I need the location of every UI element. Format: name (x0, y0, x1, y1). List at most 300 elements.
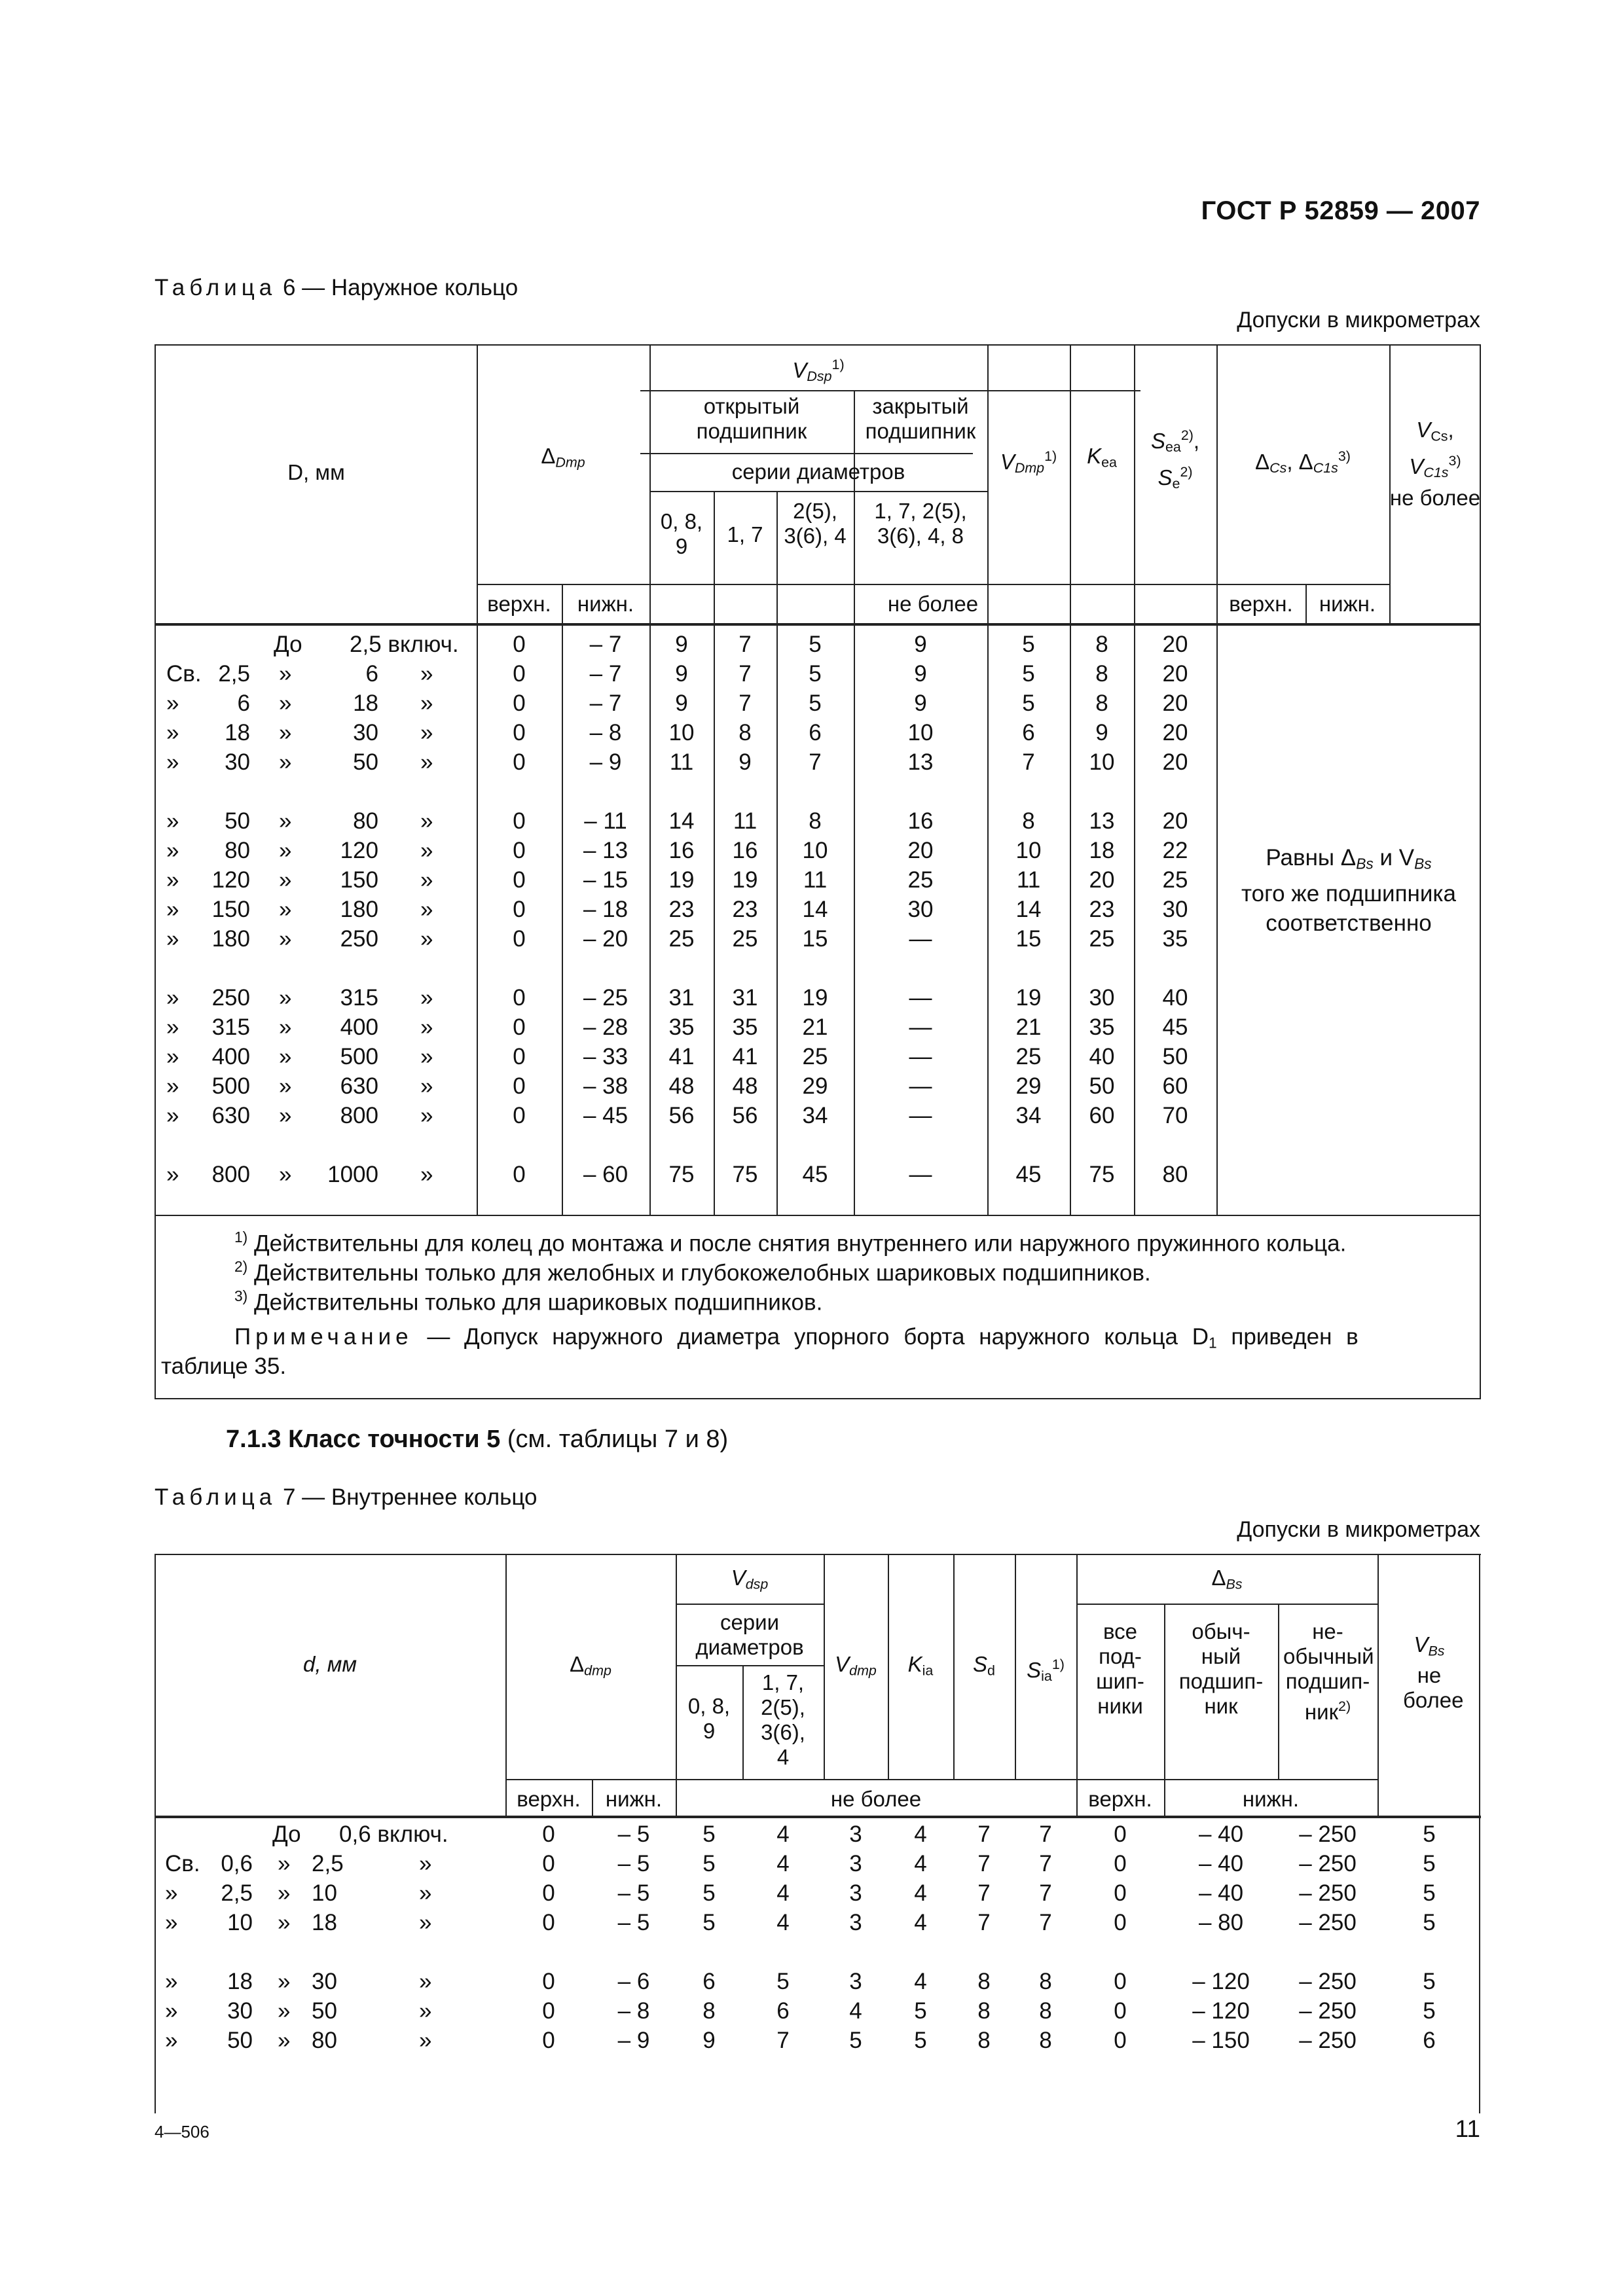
t6-cell-vdmp: 5 (1022, 632, 1035, 657)
t6-cell-s3: 29 (802, 1073, 828, 1099)
t7-cell-bup: 0 (1114, 1910, 1127, 1935)
t7-row-to: 30 (312, 1969, 337, 1994)
t7-cell-vdmp: 3 (849, 1880, 862, 1906)
t6-cell-vdmp: 34 (1015, 1103, 1042, 1128)
table7-caption (155, 1484, 538, 1511)
t6-row-to: 30 (353, 720, 378, 745)
t6-cell-sea: 20 (1162, 720, 1188, 745)
t7-row-prefix: » (165, 1998, 178, 2024)
t7-row-prefix: » (165, 2028, 178, 2053)
t7-cell-sia: 7 (1039, 1821, 1052, 1847)
t6-cell-sea: 20 (1162, 808, 1188, 834)
t6-cell-lo: – 28 (583, 1014, 629, 1040)
t6-cell-s1: 14 (668, 808, 695, 834)
t6-h-series: серии диаметров (731, 459, 905, 484)
t6-row-to: 18 (353, 691, 378, 716)
t6-cell-s2: 19 (732, 867, 758, 893)
t7-cell-bup: 0 (1114, 1821, 1127, 1847)
t6-row-mark: » (279, 926, 292, 952)
t7-row-prefix: » (165, 1969, 178, 1994)
t6-cell-kea: 10 (1089, 749, 1115, 775)
t7-row-mark: » (278, 2028, 291, 2053)
t6-row-from: 18 (225, 720, 250, 745)
t6-cell-s4: — (909, 926, 932, 952)
t6-row-to: 1000 (327, 1162, 378, 1187)
t7-h-normal: обыч-ный подшип-ник (1178, 1619, 1264, 1718)
table6-caption (155, 275, 518, 301)
t6-row-to: 180 (340, 897, 378, 922)
t6-cell-s1: 9 (675, 661, 688, 687)
t6-row-prefix: » (166, 838, 179, 863)
t7-cell-sia: 7 (1039, 1880, 1052, 1906)
t6-cell-s1: 25 (668, 926, 695, 952)
t7-cell-sd: 8 (977, 2028, 991, 2053)
t6-row-prefix: Св. (166, 661, 202, 687)
t7-cell-vdmp: 3 (849, 1821, 862, 1847)
t6-cell-lo: – 38 (583, 1073, 629, 1099)
t7-row-mark-end: » (419, 1851, 432, 1876)
t6-h-lower: нижн. (577, 592, 634, 616)
t6-row-prefix: » (166, 1044, 179, 1069)
t6-cell-s2: 31 (732, 985, 758, 1011)
t6-cell-s2: 7 (739, 661, 752, 687)
t6-cell-s2: 8 (739, 720, 752, 745)
t6-row-from: 180 (211, 926, 250, 952)
t6-cell-vdmp: 8 (1022, 808, 1035, 834)
t7-cell-ba: – 250 (1299, 1910, 1357, 1935)
t7-row-mark-end: » (419, 2028, 432, 2053)
t6-cell-vdmp: 6 (1022, 720, 1035, 745)
t6-cell-s4: — (909, 985, 932, 1011)
t6-cell-sea: 20 (1162, 691, 1188, 716)
t6-note-1: $^{1)}$ Действительны для колец до монтажа и после снятия внутреннего или наружного пружинного кольца. (234, 1229, 1347, 1257)
t7-row-from: 0,6 (221, 1851, 253, 1876)
t6-cell-up: 0 (513, 867, 526, 893)
t6-cell-s4: — (909, 1103, 932, 1128)
t6-cell-s1: 56 (668, 1103, 695, 1128)
t7-cell-ba: – 250 (1299, 1880, 1357, 1906)
t6-cell-s4: 13 (907, 749, 934, 775)
t7-row-mark: » (278, 1880, 291, 1906)
t6-cell-lo: – 7 (589, 661, 622, 687)
t6-row-prefix: » (166, 720, 179, 745)
t6-row-mark-end: » (420, 691, 433, 716)
t6-cell-up: 0 (513, 1073, 526, 1099)
t7-cell-vdmp: 5 (849, 2028, 862, 2053)
t6-cell-s3: 15 (802, 926, 828, 952)
t7-h-all: все под-шип-ники (1096, 1619, 1144, 1718)
t6-h-not-more: не более (887, 592, 979, 616)
t7-cell-vbs: 5 (1423, 1910, 1436, 1935)
t6-cell-sea: 20 (1162, 661, 1188, 687)
t6-cell-lo: – 33 (583, 1044, 629, 1069)
t7-cell-sd: 7 (977, 1821, 991, 1847)
t6-row-mark-end: » (420, 838, 433, 863)
t6-cell-kea: 20 (1089, 867, 1115, 893)
t7-row-range-upto: 0,6 включ. (339, 1821, 448, 1847)
t7-cell-lo: – 6 (617, 1969, 650, 1994)
t7-row-from: 18 (227, 1969, 253, 1994)
t6-cell-s3: 11 (803, 867, 828, 893)
t6-cell-s1: 9 (675, 691, 688, 716)
t7-row-mark-end: » (419, 1910, 432, 1935)
t6-cell-s1: 75 (668, 1162, 695, 1187)
t7-cell-bup: 0 (1114, 1969, 1127, 1994)
t6-cell-sea: 60 (1162, 1073, 1188, 1099)
table7-caption-rest: 7 — Внутреннее кольцо (282, 1484, 538, 1510)
t7-h-upper: верхн. (517, 1787, 581, 1811)
t6-row-from: 2,5 (218, 661, 250, 687)
t6-cell-up: 0 (513, 985, 526, 1011)
t7-cell-s1: 5 (702, 1821, 716, 1847)
t7-cell-vbs: 5 (1423, 1998, 1436, 2024)
t6-cell-s2: 7 (739, 691, 752, 716)
t7-cell-vdmp: 4 (849, 1998, 862, 2024)
t6-cell-lo: – 11 (584, 808, 627, 834)
t6-cell-s2: 41 (732, 1044, 758, 1069)
t7-cell-s1: 6 (702, 1969, 716, 1994)
t6-row-prefix: » (166, 1103, 179, 1128)
t6-cell-kea: 9 (1095, 720, 1108, 745)
t7-cell-bn: – 80 (1198, 1910, 1244, 1935)
t6-cell-kea: 23 (1089, 897, 1115, 922)
t7-cell-vdmp: 3 (849, 1910, 862, 1935)
t7-cell-sd: 7 (977, 1851, 991, 1876)
t7-cell-lo: – 9 (617, 2028, 650, 2053)
t6-row-from: 30 (225, 749, 250, 775)
t6-cell-vdmp: 10 (1015, 838, 1042, 863)
t6-row-to: 630 (340, 1073, 378, 1099)
t6-cell-s2: 7 (739, 632, 752, 657)
t7-row-mark-end: » (419, 1880, 432, 1906)
t6-cell-s1: 16 (668, 838, 695, 863)
t6-cell-s4: 9 (914, 691, 927, 716)
t7-cell-up: 0 (542, 2028, 555, 2053)
t7-h-s17: 1, 7, 2(5), 3(6), 4 (761, 1670, 805, 1769)
t7-row-from: 10 (227, 1910, 253, 1935)
t7-row-to: 50 (312, 1998, 337, 2024)
t7-row-from: 2,5 (221, 1880, 253, 1906)
t6-cell-lo: – 9 (589, 749, 622, 775)
t7-row-prefix: » (165, 1880, 178, 1906)
t7-row-mark: » (278, 1910, 291, 1935)
t6-row-mark-end: » (420, 1073, 433, 1099)
table6-frame (155, 344, 1481, 1399)
t6-cell-kea: 50 (1089, 1073, 1115, 1099)
section-heading: 7.1.3 Класс точности 5 (см. таблицы 7 и 8) (226, 1426, 729, 1453)
t6-row-mark: » (279, 720, 292, 745)
t6-cell-s1: 9 (675, 632, 688, 657)
t6-cell-sea: 20 (1162, 632, 1188, 657)
t7-cell-s2: 4 (776, 1821, 790, 1847)
t7-cell-vbs: 5 (1423, 1821, 1436, 1847)
t6-cell-s1: 31 (668, 985, 695, 1011)
t6-cell-s1: 11 (669, 749, 694, 775)
table6-caption-rest: 6 — Наружное кольцо (282, 275, 519, 300)
t6-row-mark: » (279, 1073, 292, 1099)
t7-cell-ba: – 250 (1299, 1998, 1357, 2024)
t7-cell-vdmp: 3 (849, 1969, 862, 1994)
t6-cell-up: 0 (513, 1103, 526, 1128)
t7-cell-bn: – 120 (1192, 1969, 1250, 1994)
t6-cell-s4: — (909, 1014, 932, 1040)
t6-cell-lo: – 45 (583, 1103, 629, 1128)
t6-cell-s1: 48 (668, 1073, 695, 1099)
table6-caption-word: Таблица (155, 275, 277, 300)
t6-row-prefix: » (166, 1014, 179, 1040)
t6-cell-kea: 8 (1095, 661, 1108, 687)
t6-cell-kea: 8 (1095, 632, 1108, 657)
t7-cell-ba: – 250 (1299, 2028, 1357, 2053)
t7-cell-bn: – 150 (1192, 2028, 1250, 2053)
t7-h-dbs: $\Delta_{Bs}$ (1211, 1566, 1243, 1592)
t6-cell-s3: 8 (809, 808, 822, 834)
t6-row-mark: » (279, 985, 292, 1011)
t7-cell-sia: 7 (1039, 1851, 1052, 1876)
t7-row-prefix: Св. (165, 1851, 200, 1876)
t6-h-s09: 0, 8, 9 (660, 509, 703, 558)
t6-row-mark: » (279, 1044, 292, 1069)
t7-cell-up: 0 (542, 1969, 555, 1994)
t6-cell-s1: 19 (668, 867, 695, 893)
table7-caption-word: Таблица (155, 1484, 277, 1510)
t7-cell-s2: 7 (776, 2028, 790, 2053)
t7-row-range-from-word: До (272, 1821, 301, 1847)
t7-cell-kia: 5 (914, 2028, 927, 2053)
t7-cell-sd: 8 (977, 1998, 991, 2024)
t6-cell-s4: 10 (907, 720, 934, 745)
t6-cell-kea: 30 (1089, 985, 1115, 1011)
t6-cell-vdmp: 25 (1015, 1044, 1042, 1069)
t6-row-mark: » (279, 897, 292, 922)
t6-cell-sea: 50 (1162, 1044, 1188, 1069)
t6-row-from: 500 (211, 1073, 250, 1099)
t6-cell-sea: 22 (1162, 838, 1188, 863)
t6-row-mark: » (279, 808, 292, 834)
t6-row-mark-end: » (420, 867, 433, 893)
page-number: 11 (1455, 2115, 1480, 2142)
t6-row-from: 630 (211, 1103, 250, 1128)
t6-row-from: 120 (211, 867, 250, 893)
t6-row-to: 250 (340, 926, 378, 952)
t6-note-2: $^{2)}$ Действительны только для желобных и глубокожелобных шариковых подшипников. (234, 1258, 1151, 1286)
t6-cell-kea: 75 (1089, 1162, 1115, 1187)
t6-cell-s3: 45 (802, 1162, 828, 1187)
t7-cell-vbs: 5 (1423, 1880, 1436, 1906)
t6-h-dcs: $\Delta_{Cs}$, $\Delta_{C1s}^{3)}$ (1255, 448, 1351, 476)
t7-cell-sia: 8 (1039, 2028, 1052, 2053)
t7-h-kia: $K_{ia}$ (907, 1652, 934, 1679)
t7-cell-sia: 7 (1039, 1910, 1052, 1935)
t6-cell-sea: 25 (1162, 867, 1188, 893)
t6-cell-sea: 80 (1162, 1162, 1188, 1187)
t7-cell-s2: 4 (776, 1851, 790, 1876)
t6-h-diameter: D, мм (287, 460, 345, 484)
t7-cell-kia: 4 (914, 1969, 927, 1994)
t7-cell-vbs: 5 (1423, 1851, 1436, 1876)
t6-cell-kea: 25 (1089, 926, 1115, 952)
t7-h-vdsp: $V_{dsp}$ (731, 1566, 769, 1592)
t6-cell-s2: 48 (732, 1073, 758, 1099)
t7-row-to: 80 (312, 2028, 337, 2053)
t6-row-prefix: » (166, 808, 179, 834)
t6-row-from: 250 (211, 985, 250, 1011)
t6-row-from: 80 (225, 838, 250, 863)
t7-cell-s2: 4 (776, 1910, 790, 1935)
t6-row-prefix: » (166, 1162, 179, 1187)
t6-cell-s2: 11 (733, 808, 757, 834)
t6-cell-kea: 13 (1089, 808, 1115, 834)
t7-cell-sia: 8 (1039, 1969, 1052, 1994)
t6-cell-up: 0 (513, 749, 526, 775)
t6-cell-s4: 16 (907, 808, 934, 834)
t6-row-prefix: » (166, 867, 179, 893)
t7-cell-sd: 7 (977, 1910, 991, 1935)
t6-h-upper-cs: верхн. (1229, 592, 1293, 616)
t6-cell-sea: 40 (1162, 985, 1188, 1011)
t7-cell-kia: 5 (914, 1998, 927, 2024)
t7-cell-bn: – 40 (1198, 1851, 1244, 1876)
t6-h-vdmp: $V_{Dmp}^{1)}$ (1000, 448, 1057, 476)
t6-row-prefix: » (166, 897, 179, 922)
t7-h-vdmp: $V_{dmp}$ (835, 1652, 877, 1679)
t6-h-sea-se: $S_{ea}^{2)}$, $S_e^{2)}$ (1150, 427, 1200, 492)
t6-cell-lo: – 25 (583, 985, 629, 1011)
t6-row-from: 800 (211, 1162, 250, 1187)
t6-cell-s2: 25 (732, 926, 758, 952)
t6-cell-s3: 21 (802, 1014, 828, 1040)
t6-h-vcs: $V_{Cs}$, $V_{C1s}^{3)}$ не более (1389, 418, 1481, 510)
t7-row-mark: » (278, 1851, 291, 1876)
t7-h-lower2: нижн. (1242, 1787, 1300, 1811)
t6-row-to: 80 (353, 808, 378, 834)
t6-cell-sea: 35 (1162, 926, 1188, 952)
t6-h-s17: 1, 7 (727, 522, 763, 547)
t6-row-mark-end: » (420, 661, 433, 687)
t6-cell-vdmp: 5 (1022, 691, 1035, 716)
t7-cell-kia: 4 (914, 1821, 927, 1847)
t6-cell-up: 0 (513, 1014, 526, 1040)
t6-row-from: 150 (211, 897, 250, 922)
t6-cell-kea: 60 (1089, 1103, 1115, 1128)
t6-cell-sea: 45 (1162, 1014, 1188, 1040)
t6-cell-kea: 40 (1089, 1044, 1115, 1069)
document-id: ГОСТ Р 52859 — 2007 (1201, 196, 1480, 225)
t6-row-mark: » (279, 1103, 292, 1128)
t6-note-3: $^{3)}$ Действительны только для шариковых подшипников. (234, 1287, 823, 1316)
t6-row-mark-end: » (420, 985, 433, 1011)
t7-row-mark-end: » (419, 1969, 432, 1994)
t6-cell-kea: 18 (1089, 838, 1115, 863)
t6-h-kea: $K_{ea}$ (1087, 444, 1117, 471)
t7-cell-sd: 7 (977, 1880, 991, 1906)
t6-row-prefix: » (166, 926, 179, 952)
t6-cell-up: 0 (513, 897, 526, 922)
t6-cell-kea: 8 (1095, 691, 1108, 716)
t6-cell-sea: 20 (1162, 749, 1188, 775)
t6-cell-s2: 23 (732, 897, 758, 922)
t6-cell-vdmp: 5 (1022, 661, 1035, 687)
t6-cell-s3: 5 (809, 661, 822, 687)
t6-cell-s4: 9 (914, 632, 927, 657)
t7-h-not-more: не более (830, 1787, 922, 1811)
t6-cell-vdmp: 14 (1015, 897, 1042, 922)
t6-h-upper: верхн. (487, 592, 551, 616)
t7-cell-bup: 0 (1114, 1880, 1127, 1906)
t6-row-mark-end: » (420, 749, 433, 775)
t7-cell-sia: 8 (1039, 1998, 1052, 2024)
t6-cell-s2: 16 (732, 838, 758, 863)
t7-row-mark-end: » (419, 1998, 432, 2024)
footer-code: 4—506 (155, 2122, 210, 2142)
t6-row-mark-end: » (420, 720, 433, 745)
t6-row-from: 6 (237, 691, 250, 716)
t6-row-mark-end: » (420, 1162, 433, 1187)
t7-row-to: 10 (312, 1880, 337, 1906)
t7-h-upper2: верхн. (1088, 1787, 1152, 1811)
t7-cell-ba: – 250 (1299, 1969, 1357, 1994)
t6-cell-s2: 9 (739, 749, 752, 775)
t6-cell-lo: – 18 (583, 897, 629, 922)
t7-cell-vbs: 6 (1423, 2028, 1436, 2053)
t6-row-mark-end: » (420, 1044, 433, 1069)
t6-cell-up: 0 (513, 661, 526, 687)
t6-h-s234: 2(5), 3(6), 4 (784, 499, 847, 548)
t6-cell-s2: 35 (732, 1014, 758, 1040)
t6-cell-sea: 30 (1162, 897, 1188, 922)
t7-cell-s1: 8 (702, 1998, 716, 2024)
t7-cell-up: 0 (542, 1880, 555, 1906)
t6-cell-s3: 7 (809, 749, 822, 775)
t7-h-sia: $S_{ia}^{1)}$ (1027, 1657, 1065, 1685)
t6-cell-s3: 14 (802, 897, 828, 922)
t7-row-from: 50 (227, 2028, 253, 2053)
t7-h-lower: нижн. (605, 1787, 663, 1811)
t7-cell-kia: 4 (914, 1910, 927, 1935)
t7-cell-s2: 6 (776, 1998, 790, 2024)
t6-cell-s3: 5 (809, 632, 822, 657)
t6-cell-lo: – 60 (583, 1162, 629, 1187)
t7-cell-bup: 0 (1114, 1998, 1127, 2024)
t7-h-s09: 0, 8, 9 (687, 1694, 731, 1743)
t7-cell-kia: 4 (914, 1880, 927, 1906)
t6-cell-s3: 34 (802, 1103, 828, 1128)
t6-row-to: 150 (340, 867, 378, 893)
t6-cell-vdmp: 21 (1015, 1014, 1042, 1040)
t7-cell-vdmp: 3 (849, 1851, 862, 1876)
t6-cell-s4: — (909, 1044, 932, 1069)
t6-row-range-upto: 2,5 включ. (350, 632, 459, 657)
t7-cell-up: 0 (542, 1910, 555, 1935)
t6-h-delta-dmp: $\Delta_{Dmp}$ (541, 444, 585, 471)
t6-row-prefix: » (166, 749, 179, 775)
t6-cell-s4: 25 (907, 867, 934, 893)
t6-cell-s3: 19 (802, 985, 828, 1011)
t7-h-abnormal: не-обычный подшип-ник$^{2)}$ (1283, 1619, 1374, 1724)
t6-cell-sea: 70 (1162, 1103, 1188, 1128)
t6-cell-up: 0 (513, 838, 526, 863)
t6-cell-s3: 5 (809, 691, 822, 716)
t6-cell-lo: – 7 (589, 632, 622, 657)
t7-cell-ba: – 250 (1299, 1851, 1357, 1876)
t6-row-prefix: » (166, 985, 179, 1011)
t6-cell-up: 0 (513, 808, 526, 834)
t6-cell-lo: – 8 (589, 720, 622, 745)
t7-row-from: 30 (227, 1998, 253, 2024)
t7-cell-sd: 8 (977, 1969, 991, 1994)
t7-cell-bup: 0 (1114, 1851, 1127, 1876)
t7-cell-lo: – 5 (617, 1880, 650, 1906)
